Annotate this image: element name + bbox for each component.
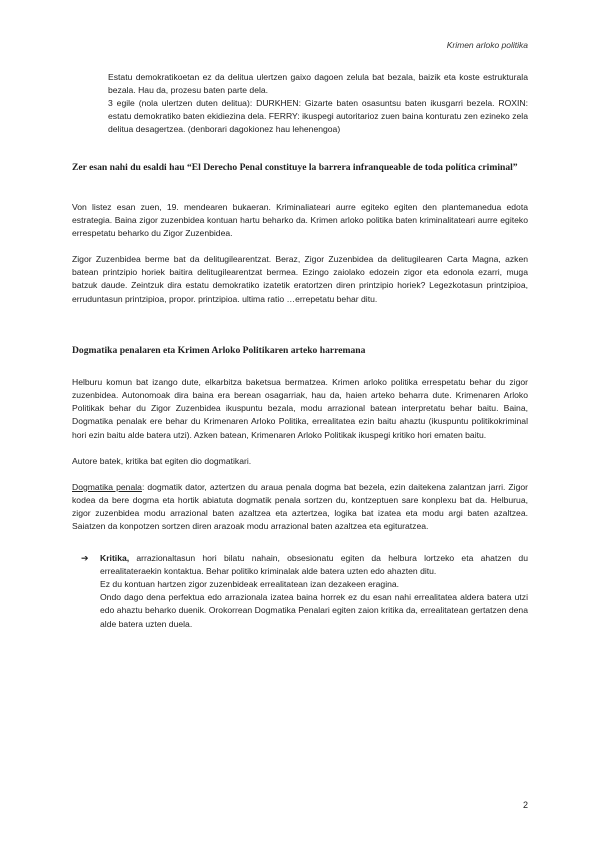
dogmatika-penala-term: Dogmatika penala <box>72 481 142 492</box>
page-number: 2 <box>522 800 528 810</box>
kritika-bullet-body <box>100 552 528 631</box>
kritika-line-1 <box>100 552 528 578</box>
intro-paragraph-1: Estatu demokratikoetan ez da delitua ulertzen gaixo dagoen zelula bat bezala, baizik eta koste estrukturala bezala. Hau da, prozesu baten parte dela. <box>108 72 528 96</box>
intro-paragraph-2: 3 egile (nola ulertzen duten delitua): DURKHEN: Gizarte baten osasuntsu baten ikusgarri bezela. ROXIN: estatu demokratiko baten ekidiezina dela. FERRY: ikuspegi autoritarioz zuen baina konturatu zen ezineko zela delitua desagertzea. (denborari dagokionez hau lehenengoa) <box>108 98 528 135</box>
intro-block <box>108 71 528 136</box>
section-heading-1: Zer esan nahi du esaldi hau “El Derecho Penal constituye la barrera infranqueable de toda política criminal” <box>72 162 518 174</box>
section-heading-2: Dogmatika penalaren eta Krimen Arloko Politikaren arteko harremana <box>72 344 366 356</box>
kritika-bullet <box>81 552 528 631</box>
dogmatika-penala-definition: : dogmatik dator, aztertzen du araua penala dogma bat bezela, ezin daitekena zalantzan jarri. Zigor kodea da bere dogma eta hortik abiatuta dogmatik penala sortzen du, kontzeptuen sare konplexu bat da. Helburua, zigor zuzenbidea modu arrazional baten azaltzea eta aztertzea, logika bat izatea eta modu argi baten azaltzea. Saiatzen da konpotzen sortzen diren arazoak modu arrazional baten azaltzea eta egituratzea. <box>72 481 528 531</box>
section2-paragraph-2: Autore batek, kritika bat egiten dio dogmatikari. <box>72 455 252 466</box>
section2-paragraph-3 <box>72 481 528 533</box>
section2-paragraph-1: Helburu komun bat izango dute, elkarbitza baketsua bermatzea. Krimen arloko politika errespetatu behar du zigor zuzenbidea. Autonomoak dira baina era berean osagarriak, hau da, haien arteko beharra dute. Krimenaren Arloko Politikak behar du Zigor Zuzenbidea ikuspuntu bezala, modu arrazional batean interpretatu behar baitu. Baina, Dogmatika penalak ere behar du Krimenaren Arloko Politika, errealitatea ezin baitu ahaztu (ikuspuntu politikokriminal hori ezin baitu alde batera utzi). Azken batean, Krimenaren Arloko Politikak ikuspegi kritiko hori ematen baitu. <box>72 377 528 440</box>
section1-paragraph-2: Zigor Zuzenbidea berme bat da delitugilearentzat. Beraz, Zigor Zuzenbidea da delitugilearen Carta Magna, azken batean printzipio horiek baitira delitugilearentzat bermea. Ezingo zaiolako edozein zigor eta edonola ezarri, muga batzuk daude. Zeintzuk dira estatu demokratiko izatetik eratortzen diren printzipio horiek? Legezkotasun printzipioa, erruduntasun printzipioa, propor. printzipioa. ultima ratio …errepetatu behar ditu. <box>72 254 528 304</box>
running-header: Krimen arloko politika <box>446 40 528 50</box>
kritika-term: Kritika, <box>100 553 130 564</box>
arrow-bullet-icon: ➔ <box>81 553 89 564</box>
kritika-line-3: Ondo dago dena perfektua edo arrazionala izatea baina horrek ez du esan nahi errealitatea aldera batera utzi edo ahaztu beharko duenik. Orokorrean Dogmatika Penalari egiten zaion kritika da, errealitatean gertatzen dena alde batera uzten duela. <box>100 592 528 629</box>
section1-paragraph-1: Von listez esan zuen, 19. mendearen bukaeran. Kriminaliateari aurre egiteko egiten den plantemanedua edota estrategia. Baina zigor zuzenbidea kontuan hartu beharko da. Krimen arloko politika baten kriminalitateari aurre egiteko errespetatu beharko du Zigor Zuzenbidea. <box>72 201 528 239</box>
page-content <box>72 71 528 631</box>
kritika-line-2: Ez du kontuan hartzen zigor zuzenbideak errealitatean izan dezakeen eragina. <box>100 579 400 590</box>
kritika-text-1: arrazionaltasun hori bilatu nahain, obsesionatu egiten da helbura lortzeko eta ahatzen du errealitateraekin kontaktua. Behar politiko kriminalak alde batera uzten edo ahazten ditu. <box>100 553 528 577</box>
